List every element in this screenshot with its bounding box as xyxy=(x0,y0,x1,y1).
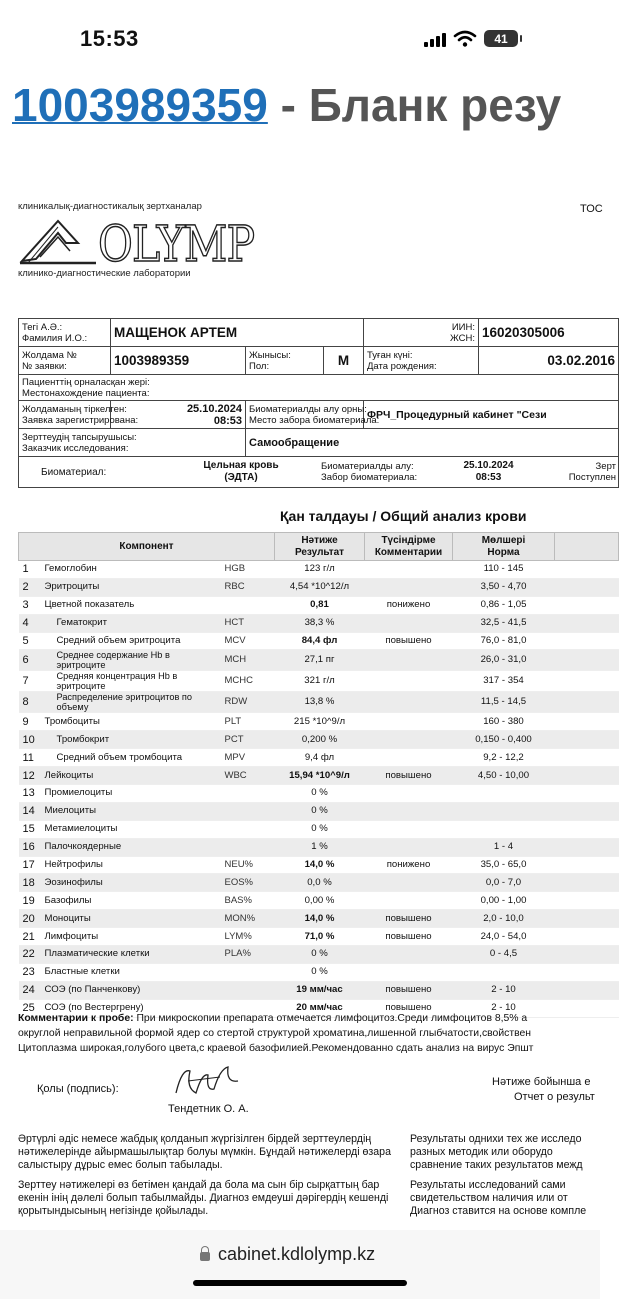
row-abbreviation: RBC xyxy=(223,578,275,596)
row-number: 5 xyxy=(19,632,43,650)
row-extra xyxy=(555,650,619,671)
row-component: Моноциты xyxy=(43,910,223,928)
table-row xyxy=(19,749,619,767)
biomaterial-row xyxy=(19,457,619,488)
row-extra xyxy=(555,820,619,838)
footer-kz xyxy=(18,1133,398,1225)
row-number: 2 xyxy=(19,578,43,596)
row-number: 19 xyxy=(19,892,43,910)
row-abbreviation: PLA% xyxy=(223,946,275,964)
collect-datetime: 25.10.2024 08:53 xyxy=(463,460,514,483)
row-norm: 0,00 - 1,00 xyxy=(453,892,555,910)
row-extra xyxy=(555,692,619,713)
row-result: 0 % xyxy=(275,785,365,803)
row-result: 19 мм/час xyxy=(275,981,365,999)
row-comment xyxy=(365,785,453,803)
location-label: Пациенттің орналасқан жері: Местонахождение пациента: xyxy=(19,375,619,401)
table-row xyxy=(19,892,619,910)
dob-label: Туған күні: Дата рождения: xyxy=(364,347,479,375)
row-component: Плазматические клетки xyxy=(43,946,223,964)
header-extra xyxy=(555,533,619,561)
row-comment xyxy=(365,946,453,964)
row-comment: повышено xyxy=(365,910,453,928)
row-norm: 24,0 - 54,0 xyxy=(453,928,555,946)
order-number: 1003989359 xyxy=(111,347,246,375)
biomaterial-label: Биоматериал: xyxy=(41,466,107,478)
row-component: Средний объем эритроцита xyxy=(43,632,223,650)
order-number-link[interactable]: 1003989359 xyxy=(12,79,268,131)
row-component: Промиелоциты xyxy=(43,785,223,803)
row-comment: понижено xyxy=(365,596,453,614)
row-extra xyxy=(555,785,619,803)
row-abbreviation xyxy=(223,981,275,999)
row-extra xyxy=(555,671,619,692)
row-comment xyxy=(365,731,453,749)
table-row xyxy=(19,713,619,731)
row-component: Гематокрит xyxy=(43,614,223,632)
page-heading xyxy=(12,78,561,132)
row-norm: 2 - 10 xyxy=(453,981,555,999)
row-norm: 76,0 - 81,0 xyxy=(453,632,555,650)
result-form xyxy=(18,195,618,1230)
row-number: 24 xyxy=(19,981,43,999)
row-result: 71,0 % xyxy=(275,928,365,946)
row-result: 321 г/л xyxy=(275,671,365,692)
row-number: 18 xyxy=(19,874,43,892)
row-extra xyxy=(555,928,619,946)
row-number: 23 xyxy=(19,963,43,981)
name-label: Тегі А.Ә.: Фамилия И.О.: xyxy=(19,319,111,347)
signal-icon xyxy=(424,31,446,47)
patient-iin: 16020305006 xyxy=(479,319,619,347)
header-comment: Түсіндірме Комментарии xyxy=(365,533,453,561)
row-abbreviation: EOS% xyxy=(223,874,275,892)
row-norm: 110 - 145 xyxy=(453,561,555,579)
row-abbreviation: WBC xyxy=(223,767,275,785)
home-indicator[interactable] xyxy=(193,1280,407,1286)
registered-datetime: 25.10.2024 08:53 xyxy=(111,401,246,429)
row-norm: 9,2 - 12,2 xyxy=(453,749,555,767)
row-extra xyxy=(555,802,619,820)
row-abbreviation: MCHC xyxy=(223,671,275,692)
row-result: 13,8 % xyxy=(275,692,365,713)
row-comment xyxy=(365,820,453,838)
row-comment xyxy=(365,650,453,671)
row-comment xyxy=(365,802,453,820)
row-comment xyxy=(365,892,453,910)
row-result: 0,0 % xyxy=(275,874,365,892)
row-number: 3 xyxy=(19,596,43,614)
lock-icon xyxy=(200,1252,210,1261)
row-component: Среднее содержание Hb в эритроците xyxy=(43,650,223,671)
row-extra xyxy=(555,596,619,614)
row-comment: повышено xyxy=(365,632,453,650)
row-result: 0 % xyxy=(275,963,365,981)
row-component: Эозинофилы xyxy=(43,874,223,892)
row-number: 11 xyxy=(19,749,43,767)
row-number: 25 xyxy=(19,999,43,1017)
sex-label: Жынысы: Пол: xyxy=(246,347,324,375)
row-extra xyxy=(555,892,619,910)
iin-label: ИИН: ЖСН: xyxy=(364,319,479,347)
row-number: 4 xyxy=(19,614,43,632)
battery-icon xyxy=(484,30,518,47)
row-component: Нейтрофилы xyxy=(43,856,223,874)
table-row xyxy=(19,856,619,874)
row-abbreviation: HGB xyxy=(223,561,275,579)
comment-line-1: При микроскопии препарата отмечается лимфоцитоз.Среди лимфоцитов 8,5% а xyxy=(136,1013,528,1024)
row-abbreviation: MPV xyxy=(223,749,275,767)
row-number: 16 xyxy=(19,838,43,856)
lab-subtitle-kz: клиникалық-диагностикалық зертханалар xyxy=(18,201,202,212)
row-abbreviation xyxy=(223,963,275,981)
row-number: 22 xyxy=(19,946,43,964)
row-abbreviation xyxy=(223,838,275,856)
row-comment: повышено xyxy=(365,928,453,946)
row-norm xyxy=(453,963,555,981)
row-result: 14,0 % xyxy=(275,856,365,874)
collect-place: ФРЧ_Процедурный кабинет "Сези xyxy=(364,401,619,429)
row-abbreviation: RDW xyxy=(223,692,275,713)
row-component: СОЭ (по Панченкову) xyxy=(43,981,223,999)
patient-name: МАЩЕНОК АРТЕМ xyxy=(111,319,364,347)
row-extra xyxy=(555,981,619,999)
header-component: Компонент xyxy=(19,533,275,561)
row-comment xyxy=(365,692,453,713)
row-comment: понижено xyxy=(365,856,453,874)
collect-label: Биоматериалды алу: Забор биоматериала: xyxy=(321,461,418,483)
comment-line-2: округлой неправильной формой ядер со стертой структурой хроматина,лишенной глыбчатости,свойствен xyxy=(18,1028,532,1039)
row-component: Лимфоциты xyxy=(43,928,223,946)
registered-label: Жолдаманың тіркелген: Заявка зарегистрирована: xyxy=(19,401,111,429)
row-comment xyxy=(365,561,453,579)
row-number: 7 xyxy=(19,671,43,692)
table-row xyxy=(19,820,619,838)
row-number: 12 xyxy=(19,767,43,785)
row-abbreviation xyxy=(223,596,275,614)
row-norm xyxy=(453,785,555,803)
row-extra xyxy=(555,856,619,874)
table-row xyxy=(19,632,619,650)
row-norm: 2,0 - 10,0 xyxy=(453,910,555,928)
table-row xyxy=(19,692,619,713)
row-abbreviation xyxy=(223,820,275,838)
row-number: 17 xyxy=(19,856,43,874)
corner-text: ТОС xyxy=(580,203,603,215)
row-result: 27,1 пг xyxy=(275,650,365,671)
url-field[interactable] xyxy=(200,1244,375,1265)
table-row xyxy=(19,910,619,928)
row-component: Лейкоциты xyxy=(43,767,223,785)
row-result: 0,81 xyxy=(275,596,365,614)
row-norm xyxy=(453,820,555,838)
row-result: 1 % xyxy=(275,838,365,856)
row-extra xyxy=(555,946,619,964)
row-component: СОЭ (по Вестергрену) xyxy=(43,999,223,1017)
row-abbreviation: MCH xyxy=(223,650,275,671)
comment-label: Комментарии к пробе: xyxy=(18,1013,134,1024)
patient-sex: М xyxy=(324,347,364,375)
row-comment xyxy=(365,614,453,632)
row-extra xyxy=(555,963,619,981)
row-abbreviation: HCT xyxy=(223,614,275,632)
row-abbreviation xyxy=(223,785,275,803)
table-row xyxy=(19,981,619,999)
footer-kz-p1: Әртүрлі әдіс немесе жабдық қолданып жүргізілген бірдей зерттеулердің нәтижелерінде айырмашылықтар болуы мүмкін. Бұндай нәтижелерді өзара салыстыру дұрыс емес болып табылады. xyxy=(18,1133,391,1171)
row-component: Метамиелоциты xyxy=(43,820,223,838)
row-component: Эритроциты xyxy=(43,578,223,596)
row-number: 1 xyxy=(19,561,43,579)
row-comment: повышено xyxy=(365,981,453,999)
row-component: Тромбоциты xyxy=(43,713,223,731)
table-row xyxy=(19,671,619,692)
row-result: 0 % xyxy=(275,802,365,820)
patient-dob: 03.02.2016 xyxy=(479,347,619,375)
row-result: 4,54 *10^12/л xyxy=(275,578,365,596)
row-comment xyxy=(365,713,453,731)
status-icons xyxy=(424,30,518,47)
row-norm xyxy=(453,802,555,820)
row-norm: 4,50 - 10,00 xyxy=(453,767,555,785)
row-result: 84,4 фл xyxy=(275,632,365,650)
row-result: 0 % xyxy=(275,946,365,964)
table-row xyxy=(19,838,619,856)
row-abbreviation: MCV xyxy=(223,632,275,650)
row-comment: повышено xyxy=(365,999,453,1017)
table-row xyxy=(19,928,619,946)
footer-kz-p2: Зерттеу нәтижелері өз бетімен қандай да бола ма сын бір сырқаттың бар екенін інің дәлелі болып табылмайды. Диагноз емдеуші дәрігердің кешенді қорытындысының негізінде қойылады. xyxy=(18,1179,389,1217)
row-comment xyxy=(365,838,453,856)
row-extra xyxy=(555,874,619,892)
row-component: Средний объем тромбоцита xyxy=(43,749,223,767)
collect-place-label: Биоматериалды алу орны: Место забора биоматериала: xyxy=(246,401,364,429)
row-extra xyxy=(555,731,619,749)
table-row xyxy=(19,785,619,803)
analysis-title: Қан талдауы / Общий анализ крови xyxy=(280,508,527,524)
row-component: Палочкоядерные xyxy=(43,838,223,856)
row-norm: 2 - 10 xyxy=(453,999,555,1017)
table-row xyxy=(19,561,619,579)
report-note: Нәтиже бойынша е Отчет о результ xyxy=(492,1076,595,1103)
row-result: 20 мм/час xyxy=(275,999,365,1017)
row-extra xyxy=(555,713,619,731)
row-extra xyxy=(555,910,619,928)
heading-text: - Бланк резу xyxy=(267,79,562,131)
row-component: Гемоглобин xyxy=(43,561,223,579)
row-abbreviation: PLT xyxy=(223,713,275,731)
row-comment xyxy=(365,874,453,892)
biomaterial-value: Цельная кровь (ЭДТА) xyxy=(203,460,279,483)
row-extra xyxy=(555,578,619,596)
row-abbreviation: BAS% xyxy=(223,892,275,910)
row-component: Распределение эритроцитов по объему xyxy=(43,692,223,713)
header-norm: Мөлшері Норма xyxy=(453,533,555,561)
row-abbreviation xyxy=(223,802,275,820)
row-norm: 3,50 - 4,70 xyxy=(453,578,555,596)
header-result: Нәтиже Результат xyxy=(275,533,365,561)
row-norm: 1 - 4 xyxy=(453,838,555,856)
row-number: 20 xyxy=(19,910,43,928)
row-norm: 11,5 - 14,5 xyxy=(453,692,555,713)
received-label: Зерт Поступлен xyxy=(568,461,616,483)
table-row xyxy=(19,874,619,892)
row-comment xyxy=(365,671,453,692)
lab-subtitle-ru: клинико-диагностические лаборатории xyxy=(18,268,191,279)
results-table xyxy=(18,532,619,1018)
row-component: Тромбокрит xyxy=(43,731,223,749)
table-row xyxy=(19,650,619,671)
row-extra xyxy=(555,767,619,785)
row-norm: 26,0 - 31,0 xyxy=(453,650,555,671)
table-row xyxy=(19,946,619,964)
row-number: 13 xyxy=(19,785,43,803)
row-number: 8 xyxy=(19,692,43,713)
row-result: 38,3 % xyxy=(275,614,365,632)
row-number: 15 xyxy=(19,820,43,838)
url-text: cabinet.kdlolymp.kz xyxy=(218,1244,376,1264)
row-norm: 35,0 - 65,0 xyxy=(453,856,555,874)
row-result: 0,200 % xyxy=(275,731,365,749)
footer-ru: Результаты однихи тех же исследо разных методик или оборудо сравнение таких результатов межд Результаты исследований сами свидетельством наличия или от Диагноз ставится на основе компле xyxy=(410,1133,587,1217)
table-row xyxy=(19,596,619,614)
row-norm: 0,86 - 1,05 xyxy=(453,596,555,614)
row-extra xyxy=(555,749,619,767)
row-extra xyxy=(555,838,619,856)
row-number: 21 xyxy=(19,928,43,946)
row-comment xyxy=(365,963,453,981)
row-result: 15,94 *10^9/л xyxy=(275,767,365,785)
row-norm: 0,0 - 7,0 xyxy=(453,874,555,892)
row-norm: 317 - 354 xyxy=(453,671,555,692)
battery-level: 41 xyxy=(494,31,508,46)
row-number: 14 xyxy=(19,802,43,820)
signer-name: Тендетник О. А. xyxy=(168,1103,249,1115)
wifi-icon xyxy=(454,31,476,47)
order-label: Жолдама № № заявки: xyxy=(19,347,111,375)
row-comment: повышено xyxy=(365,767,453,785)
row-comment xyxy=(365,749,453,767)
row-number: 9 xyxy=(19,713,43,731)
comment-line-3: Цитоплазма широкая,голубого цвета,с краевой базофилией.Рекомендованно сдать анализ на вирус Эпшт xyxy=(18,1043,534,1054)
row-component: Базофилы xyxy=(43,892,223,910)
row-norm: 160 - 380 xyxy=(453,713,555,731)
table-row xyxy=(19,963,619,981)
table-row xyxy=(19,802,619,820)
row-abbreviation: PCT xyxy=(223,731,275,749)
patient-info-table xyxy=(18,318,619,488)
row-result: 9,4 фл xyxy=(275,749,365,767)
row-extra xyxy=(555,614,619,632)
row-abbreviation: LYM% xyxy=(223,928,275,946)
row-number: 6 xyxy=(19,650,43,671)
row-abbreviation: NEU% xyxy=(223,856,275,874)
table-row xyxy=(19,767,619,785)
row-result: 0,00 % xyxy=(275,892,365,910)
row-result: 123 г/л xyxy=(275,561,365,579)
row-extra xyxy=(555,632,619,650)
row-component: Цветной показатель xyxy=(43,596,223,614)
row-result: 215 *10^9/л xyxy=(275,713,365,731)
row-abbreviation: MON% xyxy=(223,910,275,928)
row-component: Средняя концентрация Hb в эритроците xyxy=(43,671,223,692)
table-row xyxy=(19,614,619,632)
row-result: 14,0 % xyxy=(275,910,365,928)
signature-label: Қолы (подпись): xyxy=(37,1083,119,1095)
row-norm: 32,5 - 41,5 xyxy=(453,614,555,632)
row-norm: 0 - 4,5 xyxy=(453,946,555,964)
table-row xyxy=(19,731,619,749)
signature-image xyxy=(168,1063,248,1103)
customer: Самообращение xyxy=(246,429,619,457)
row-number: 10 xyxy=(19,731,43,749)
table-row xyxy=(19,578,619,596)
status-time: 15:53 xyxy=(80,26,139,51)
lab-logo-icon xyxy=(18,213,98,268)
row-component: Бластные клетки xyxy=(43,963,223,981)
row-result: 0 % xyxy=(275,820,365,838)
lab-logo-text: OLYMP xyxy=(98,215,255,273)
row-component: Миелоциты xyxy=(43,802,223,820)
row-extra xyxy=(555,561,619,579)
customer-label: Зерттеудің тапсырушысы: Заказчик исследования: xyxy=(19,429,246,457)
row-comment xyxy=(365,578,453,596)
row-norm: 0,150 - 0,400 xyxy=(453,731,555,749)
sample-comment xyxy=(18,1011,618,1056)
